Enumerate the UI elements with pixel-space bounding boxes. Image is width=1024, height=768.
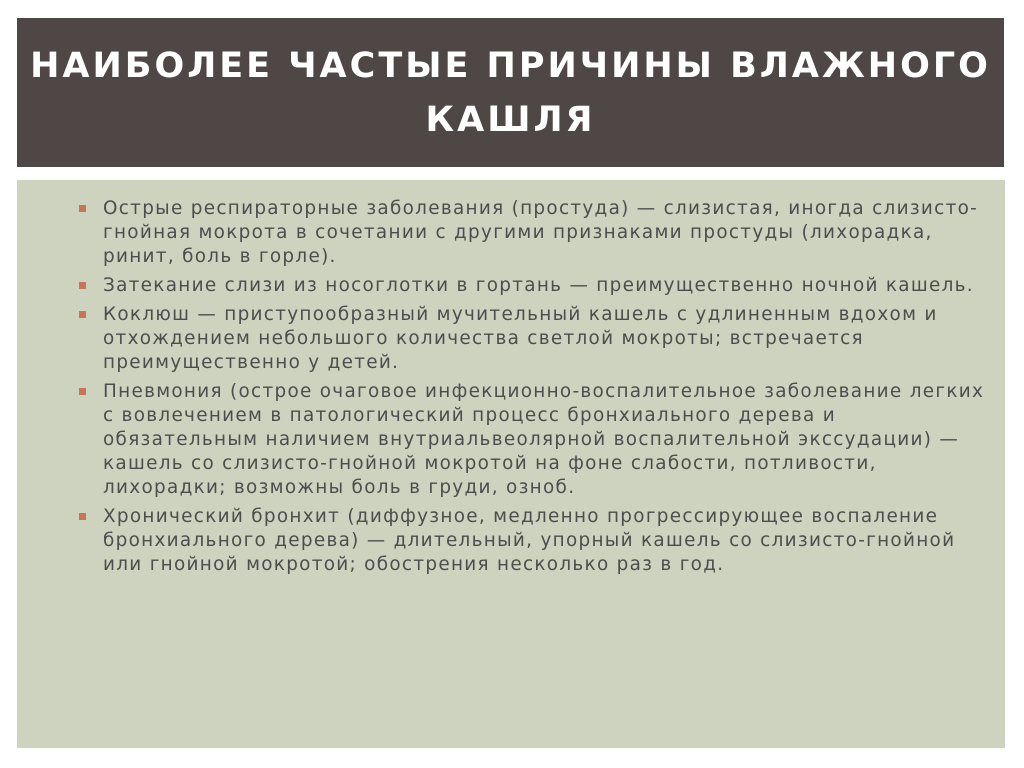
- bullet-text: Затекание слизи из носоглотки в гортань — преимущественно ночной кашель.: [103, 275, 974, 296]
- slide-title: НАИБОЛЕЕ ЧАСТЫЕ ПРИЧИНЫ ВЛАЖНОГО КАШЛЯ: [30, 45, 991, 140]
- square-bullet-icon: [79, 513, 86, 520]
- list-item: [77, 274, 987, 298]
- bullet-text: Пневмония (острое очаговое инфекционно-воспалительное заболевание легких с вовлечением в патологический процесс бронхиального дерева и обязательным наличием внутриальвеолярной воспалительной экссудации) — кашель со слизисто-гнойной мокротой на фоне слабости, потливости, лихорадки; возможны боль в груди, озноб.: [103, 381, 985, 498]
- list-item: [77, 197, 987, 269]
- square-bullet-icon: [79, 388, 86, 395]
- list-item: [77, 380, 987, 500]
- bullet-list: [77, 197, 987, 582]
- title-bar: [17, 18, 1004, 167]
- list-item: [77, 303, 987, 375]
- content-panel: [17, 180, 1005, 748]
- list-item: [77, 505, 987, 577]
- square-bullet-icon: [79, 282, 86, 289]
- square-bullet-icon: [79, 311, 86, 318]
- bullet-text: Острые респираторные заболевания (простуда) — слизистая, иногда слизисто-гнойная мокрота в сочетании с другими признаками простуды (лихорадка, ринит, боль в горле).: [103, 198, 979, 267]
- bullet-text: Хронический бронхит (диффузное, медленно прогрессирующее воспаление бронхиального дерева) — длительный, упорный кашель со слизисто-гнойной или гнойной мокротой; обострения несколько раз в год.: [103, 506, 956, 575]
- square-bullet-icon: [79, 205, 86, 212]
- bullet-text: Коклюш — приступообразный мучительный кашель с удлиненным вдохом и отхождением небольшого количества светлой мокроты; встречается преимущественно у детей.: [103, 304, 938, 373]
